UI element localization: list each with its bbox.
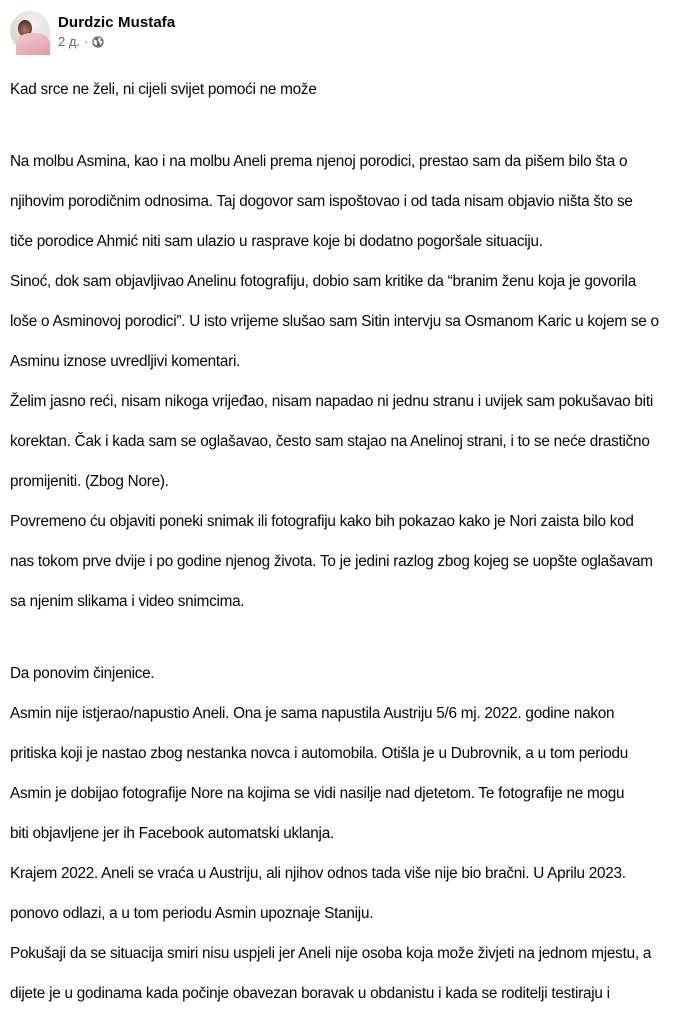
post-text-line: Pokušaji da se situacija smiri nisu uspjeli jer Aneli nije osoba koja može živjeti na jednom mjestu, a <box>10 945 652 962</box>
post-text-line: promijeniti. (Zbog Nore). <box>10 473 169 490</box>
post-text-line: Povremeno ću objaviti poneki snimak ili fotografiju kako bih pokazao kako je Nori zaista bilo kod <box>10 513 634 530</box>
post-text-line: Sinoć, dok sam objavljivao Anelinu fotografiju, dobio sam kritike da “branim ženu koja je govorila <box>10 273 636 290</box>
post-text-line: ponovo odlazi, a u tom periodu Asmin upoznaje Staniju. <box>10 905 374 922</box>
author-name-link[interactable]: Durdzic Mustafa <box>58 13 176 31</box>
post-text-line: korektan. Čak i kada sam se oglašavao, često sam stajao na Anelinoj strani, i to se neće drastično <box>10 433 650 450</box>
post-text-line: Asminu iznose uvredljivi komentari. <box>10 353 241 370</box>
post-text-line: Da ponovim činjenice. <box>10 665 155 682</box>
post-text-line: pritiska koji je nastao zbog nestanka novca i automobila. Otišla je u Dubrovnik, a u tom periodu <box>10 745 628 762</box>
post-paragraph-title <box>10 60 670 120</box>
globe-icon[interactable] <box>92 35 104 47</box>
author-avatar[interactable] <box>10 11 50 51</box>
post-timestamp-link[interactable]: 2 д. <box>58 33 81 49</box>
post-text-line: njihovim porodičnim odnosima. Taj dogovor sam ispoštovao i od tada nisam objavio ništa što se <box>10 193 633 210</box>
post-text-line: loše o Asminovoj porodici”. U isto vrijeme slušao sam Sitin intervju sa Osmanom Karic u kojem se o <box>10 313 659 330</box>
post-text-line: dijete je u godinama kada počinje obavezan boravak u obdanistu i kada se roditelji testiraju i <box>10 985 610 1002</box>
post-text-line: Asmin nije istjerao/napustio Aneli. Ona je sama napustila Austriju 5/6 mj. 2022. godine nakon <box>10 705 615 722</box>
post-text-line: Asmin je dobijao fotografije Nore na kojima se vidi nasilje nad djetetom. Te fotografije ne mogu <box>10 785 625 802</box>
post-paragraph-facts <box>10 644 670 1024</box>
post-meta <box>58 33 175 50</box>
post-text-line: nas tokom prve dvije i po godine njenog života. To je jedini razlog zbog kojeg se uopšte oglašavam <box>10 553 653 570</box>
post-text-line: Kad srce ne želi, ni cijeli svijet pomoći ne može <box>10 81 317 98</box>
header-text <box>58 13 175 50</box>
post-text-line: tiče porodice Ahmić niti sam ulazio u rasprave koje bi dodatno pogoršale situaciju. <box>10 233 543 250</box>
post-body <box>10 60 670 1036</box>
post-text-line: Želim jasno reći, nisam nikoga vrijeđao, nisam napadao ni jednu stranu i uvijek sam pokušavao biti <box>10 393 653 410</box>
avatar-body-shape <box>16 33 50 55</box>
post-header <box>10 10 175 52</box>
post-text-line: biti objavljene jer ih Facebook automatski uklanja. <box>10 825 334 842</box>
post-text-line: Krajem 2022. Aneli se vraća u Austriju, ali njihov odnos tada više nije bio bračni. U Aprilu 2023. <box>10 865 626 882</box>
post-text-line: Na molbu Asmina, kao i na molbu Aneli prema njenoj porodici, prestao sam da pišem bilo šta o <box>10 153 628 170</box>
post-paragraph-main <box>10 132 670 632</box>
post-text-line: sa njenim slikama i video snimcima. <box>10 593 245 610</box>
meta-separator: · <box>84 33 89 49</box>
